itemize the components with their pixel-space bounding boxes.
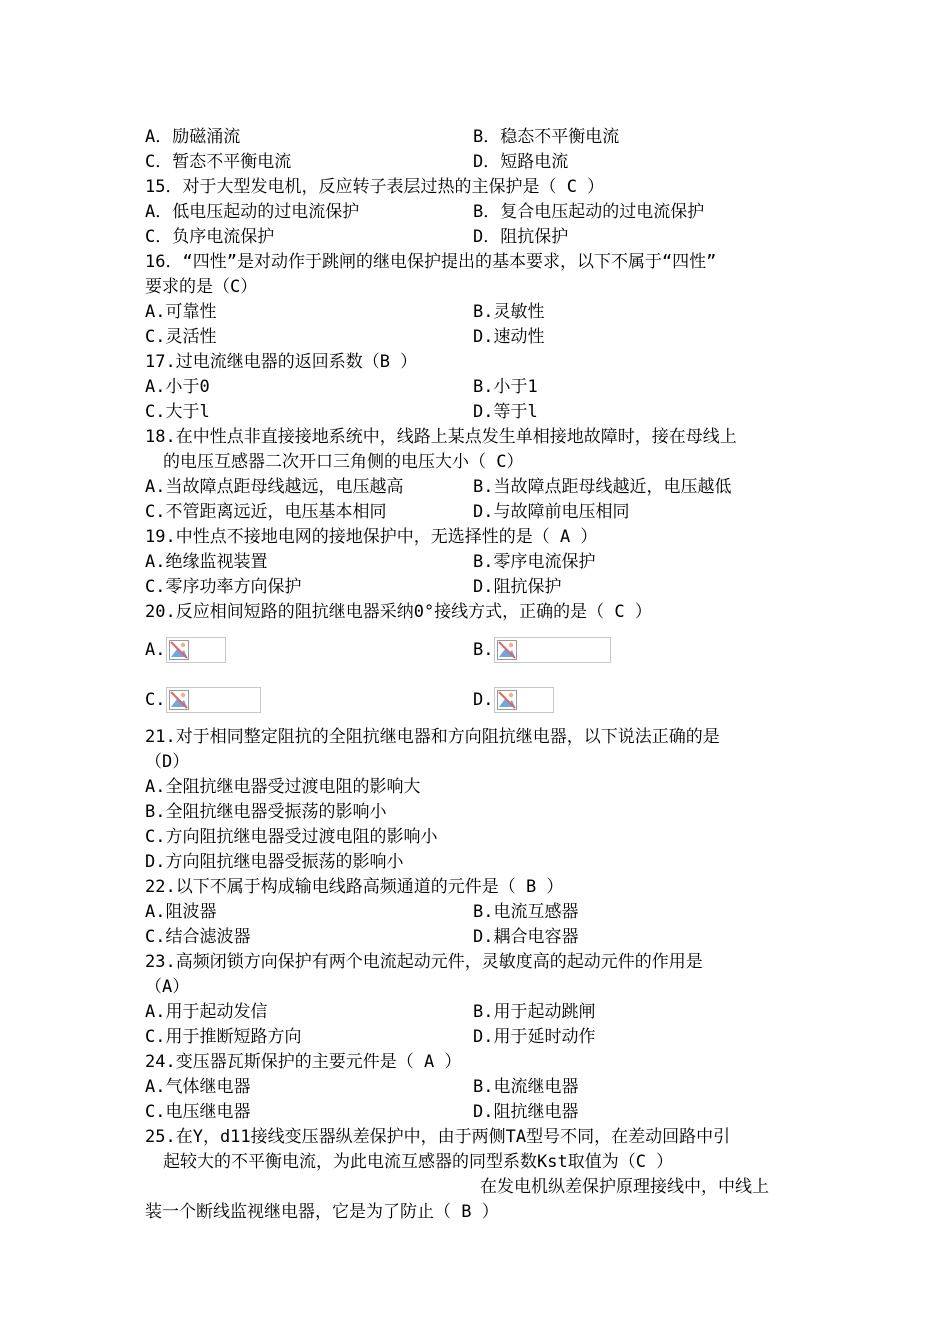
option-right: D.用于延时动作 bbox=[473, 1027, 596, 1047]
broken-image-placeholder bbox=[166, 637, 226, 663]
option-right: B.电流继电器 bbox=[473, 1077, 579, 1097]
option-left: A.用于起动发信 bbox=[145, 1002, 268, 1022]
options-row bbox=[145, 1025, 810, 1050]
option-right: B．复合电压起动的过电流保护 bbox=[473, 202, 705, 222]
question-line: 25.在Y，d11接线变压器纵差保护中，由于两侧TA型号不同，在差动回路中引 bbox=[145, 1127, 731, 1147]
question-line: B.全阻抗继电器受振荡的影响小 bbox=[145, 802, 387, 822]
question-line: 18.在中性点非直接接地系统中，线路上某点发生单相接地故障时，接在母线上 bbox=[145, 427, 737, 447]
option-right: D.阻抗继电器 bbox=[473, 1102, 579, 1122]
option-right: D.等于l bbox=[473, 402, 538, 422]
option-right: B.灵敏性 bbox=[473, 302, 545, 322]
image-option bbox=[145, 635, 226, 665]
option-left: C.用于推断短路方向 bbox=[145, 1027, 302, 1047]
option-left: C.零序功率方向保护 bbox=[145, 577, 302, 597]
broken-image-placeholder bbox=[494, 687, 554, 713]
option-left: A．励磁涌流 bbox=[145, 127, 241, 147]
options-row bbox=[145, 550, 810, 575]
options-row bbox=[145, 225, 810, 250]
broken-image-icon bbox=[169, 690, 189, 710]
option-right: D．阻抗保护 bbox=[473, 227, 569, 247]
option-left: C.大于l bbox=[145, 402, 210, 422]
options-row bbox=[145, 900, 810, 925]
option-left: A.当故障点距母线越远，电压越高 bbox=[145, 477, 404, 497]
option-left: A.阻波器 bbox=[145, 902, 217, 922]
broken-image-placeholder bbox=[494, 637, 611, 663]
option-right: B.电流互感器 bbox=[473, 902, 579, 922]
question-line: A.全阻抗继电器受过渡电阻的影响大 bbox=[145, 777, 421, 797]
broken-image-placeholder bbox=[166, 687, 261, 713]
question-line: D.方向阻抗继电器受振荡的影响小 bbox=[145, 852, 404, 872]
option-left: C.不管距离远近，电压基本相同 bbox=[145, 502, 387, 522]
broken-image-icon bbox=[497, 640, 517, 660]
option-label: C. bbox=[145, 690, 166, 710]
question-line: 19.中性点不接地电网的接地保护中，无选择性的是（ A ） bbox=[145, 527, 598, 547]
image-options-row bbox=[145, 675, 810, 725]
question-line: 装一个断线监视继电器，它是为了防止（ B ） bbox=[145, 1202, 499, 1222]
question-line: 16．“四性”是对动作于跳闸的继电保护提出的基本要求，以下不属于“四性” bbox=[145, 252, 717, 272]
options-row bbox=[145, 125, 810, 150]
broken-image-icon-wrap bbox=[497, 640, 517, 665]
question-line: 24.变压器瓦斯保护的主要元件是（ A ） bbox=[145, 1052, 462, 1072]
option-left: C.灵活性 bbox=[145, 327, 217, 347]
option-left: A.小于0 bbox=[145, 377, 210, 397]
options-row bbox=[145, 150, 810, 175]
option-left: C.结合滤波器 bbox=[145, 927, 251, 947]
broken-image-icon bbox=[169, 640, 189, 660]
options-row bbox=[145, 1000, 810, 1025]
question-block-1 bbox=[145, 125, 810, 625]
image-options-block bbox=[145, 625, 810, 725]
option-right: B．稳态不平衡电流 bbox=[473, 127, 620, 147]
broken-image-icon-wrap bbox=[169, 640, 189, 665]
question-line: 要求的是（C） bbox=[145, 277, 258, 297]
broken-image-icon-wrap bbox=[497, 690, 517, 715]
image-option bbox=[145, 685, 261, 715]
option-right: D.耦合电容器 bbox=[473, 927, 579, 947]
options-row bbox=[145, 375, 810, 400]
option-left: C.电压继电器 bbox=[145, 1102, 251, 1122]
options-row bbox=[145, 575, 810, 600]
option-right: B.零序电流保护 bbox=[473, 552, 596, 572]
options-row bbox=[145, 500, 810, 525]
options-row bbox=[145, 925, 810, 950]
option-right: D.与故障前电压相同 bbox=[473, 502, 630, 522]
question-line: C.方向阻抗继电器受过渡电阻的影响小 bbox=[145, 827, 438, 847]
option-left: A.可靠性 bbox=[145, 302, 217, 322]
image-option bbox=[473, 635, 611, 665]
option-right: B.小于1 bbox=[473, 377, 538, 397]
option-right: D．短路电流 bbox=[473, 152, 569, 172]
image-options-row bbox=[145, 625, 810, 675]
options-row bbox=[145, 475, 810, 500]
question-block-2 bbox=[145, 725, 810, 1225]
options-row bbox=[145, 300, 810, 325]
question-line: 的电压互感器二次开口三角侧的电压大小（ C） bbox=[163, 452, 524, 472]
continuation-line: 在发电机纵差保护原理接线中，中线上 bbox=[480, 1177, 769, 1197]
options-row bbox=[145, 400, 810, 425]
exam-page bbox=[145, 125, 810, 1225]
option-left: A.绝缘监视装置 bbox=[145, 552, 268, 572]
options-row bbox=[145, 1100, 810, 1125]
option-right: D.速动性 bbox=[473, 327, 545, 347]
options-row bbox=[145, 325, 810, 350]
broken-image-icon-wrap bbox=[169, 690, 189, 715]
question-line: 17.过电流继电器的返回系数（B ） bbox=[145, 352, 418, 372]
option-left: A.气体继电器 bbox=[145, 1077, 251, 1097]
option-right: B.用于起动跳闸 bbox=[473, 1002, 596, 1022]
question-line: 23.高频闭锁方向保护有两个电流起动元件，灵敏度高的起动元件的作用是 bbox=[145, 952, 703, 972]
question-line: 22.以下不属于构成输电线路高频通道的元件是（ B ） bbox=[145, 877, 564, 897]
question-line: 起较大的不平衡电流，为此电流互感器的同型系数Kst取值为（C ） bbox=[163, 1152, 674, 1172]
question-line: 20.反应相间短路的阻抗继电器采纳0°接线方式，正确的是（ C ） bbox=[145, 602, 652, 622]
option-right: D.阻抗保护 bbox=[473, 577, 562, 597]
option-left: C．暂态不平衡电流 bbox=[145, 152, 292, 172]
options-row bbox=[145, 200, 810, 225]
question-line: 15．对于大型发电机，反应转子表层过热的主保护是（ C ） bbox=[145, 177, 605, 197]
options-row bbox=[145, 1075, 810, 1100]
option-label: B. bbox=[473, 640, 494, 660]
option-label: A. bbox=[145, 640, 166, 660]
option-label: D. bbox=[473, 690, 494, 710]
option-right: B.当故障点距母线越近，电压越低 bbox=[473, 477, 732, 497]
image-option bbox=[473, 685, 554, 715]
question-line: 21.对于相同整定阻抗的全阻抗继电器和方向阻抗继电器，以下说法正确的是 bbox=[145, 727, 720, 747]
broken-image-icon bbox=[497, 690, 517, 710]
option-left: A．低电压起动的过电流保护 bbox=[145, 202, 360, 222]
question-line: （A） bbox=[145, 977, 190, 997]
question-line: （D） bbox=[145, 752, 190, 772]
option-left: C．负序电流保护 bbox=[145, 227, 275, 247]
